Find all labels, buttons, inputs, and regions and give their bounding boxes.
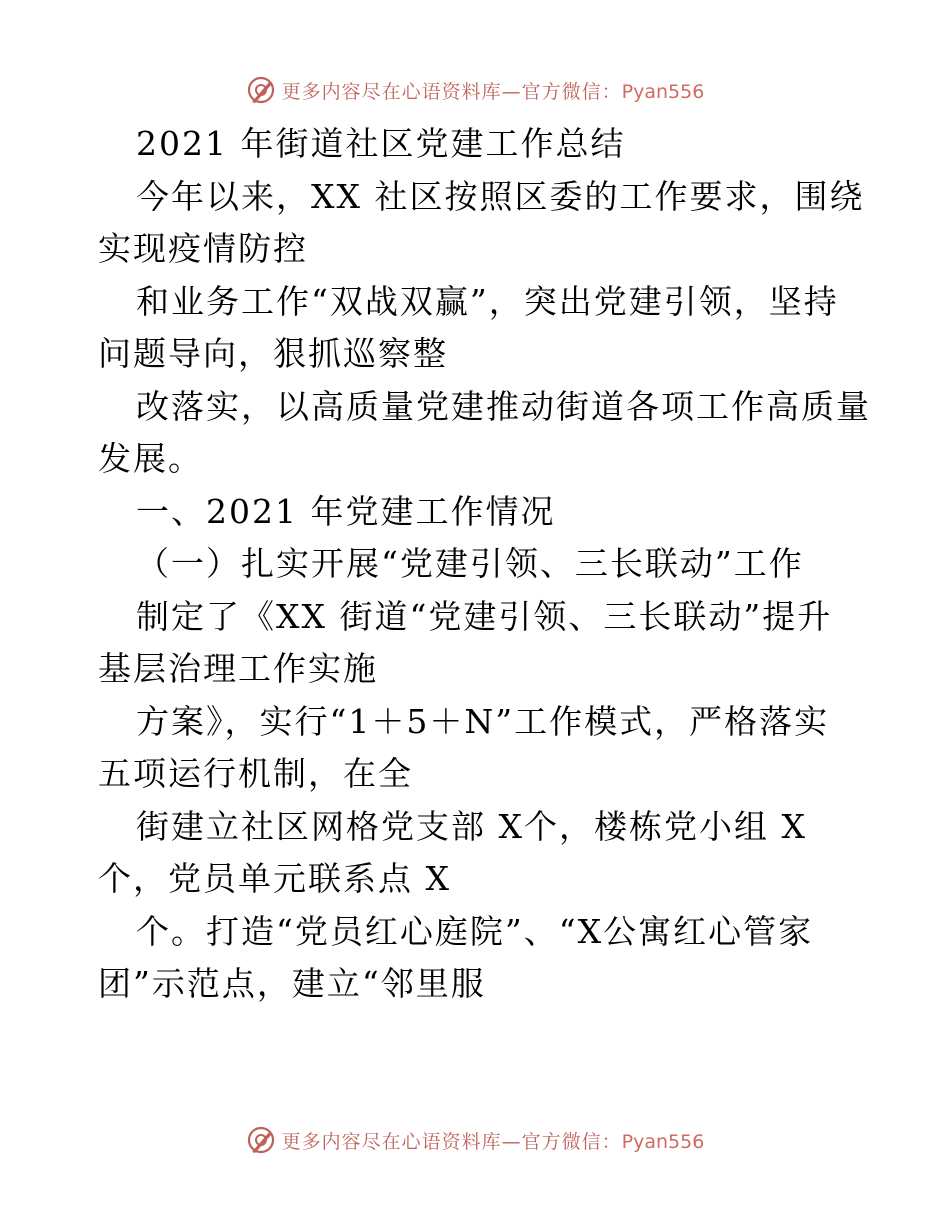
- text-line: 制定了《XX 街道“党建引领、三长联动”提升: [136, 596, 833, 636]
- text-line: 实现疫情防控: [98, 229, 308, 268]
- footer-watermark: [0, 1120, 950, 1160]
- watermark-id: Pyan556: [621, 1130, 705, 1153]
- quill-logo-icon: [246, 75, 276, 105]
- text-line: 发展。: [98, 439, 203, 478]
- header-watermark: [0, 70, 950, 110]
- text-line: 问题导向，狠抓巡察整: [98, 334, 448, 373]
- text-line: 基层治理工作实施: [98, 649, 378, 688]
- text-line: 方案》，实行“1＋5＋N”工作模式，严格落实: [136, 701, 830, 741]
- watermark-id: Pyan556: [621, 80, 705, 103]
- quill-logo-icon: [246, 1125, 276, 1155]
- text-line: 个。打造“党员红心庭院”、“X公寓红心管家: [136, 911, 814, 951]
- text-line: 和业务工作“双战双赢”，突出党建引领，坚持: [136, 281, 839, 321]
- text-line: 一、2021 年党建工作情况: [136, 491, 556, 531]
- text-line: 五项运行机制，在全: [98, 754, 413, 793]
- watermark-text: 更多内容尽在心语资料库—官方微信：: [281, 80, 622, 103]
- watermark-text: 更多内容尽在心语资料库—官方微信：: [281, 1130, 622, 1153]
- text-line: 2021 年街道社区党建工作总结: [136, 124, 626, 163]
- text-line: 今年以来，XX 社区按照区委的工作要求，围绕: [136, 176, 865, 216]
- text-line: 个，党员单元联系点 X: [98, 859, 451, 898]
- document-body: [98, 118, 871, 1011]
- text-line: （一）扎实开展“党建引领、三长联动”工作: [136, 544, 804, 583]
- text-line: 团”示范点，建立“邻里服: [98, 964, 486, 1003]
- text-line: 改落实，以高质量党建推动街道各项工作高质量: [136, 386, 871, 426]
- text-line: 街建立社区网格党支部 X个，楼栋党小组 X: [136, 806, 807, 846]
